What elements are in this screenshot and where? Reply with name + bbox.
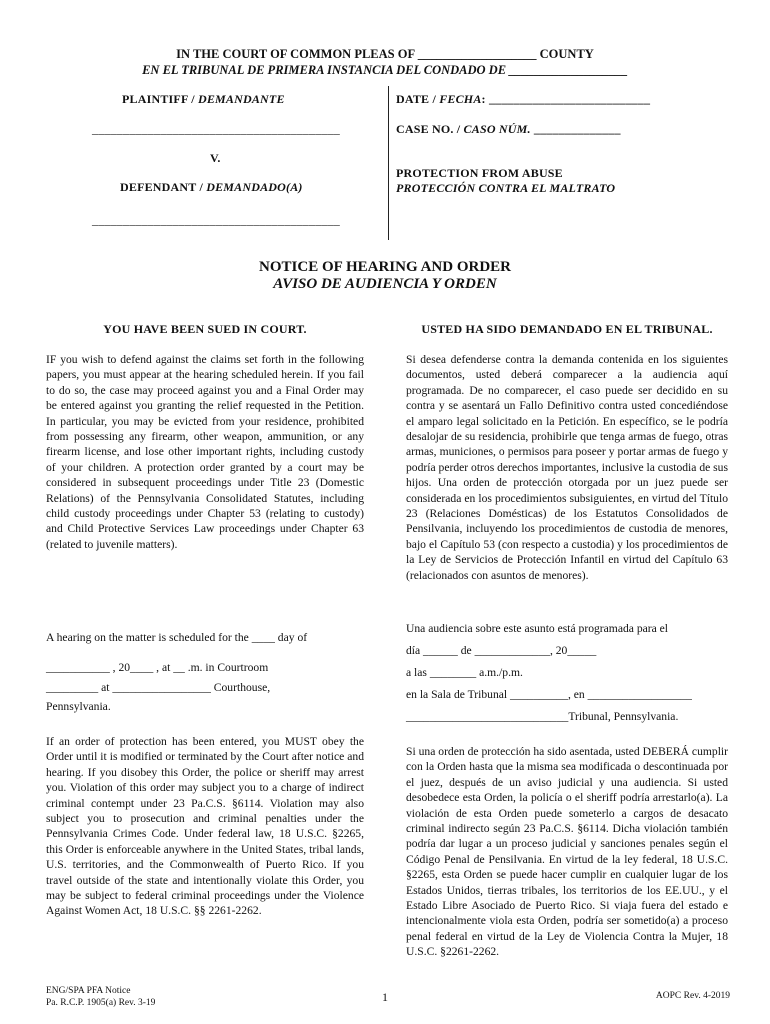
- hearing-time-line-en[interactable]: ___________ , 20____ , at __ .m. in Courtroom: [46, 661, 269, 674]
- footer-rule: Pa. R.C.P. 1905(a) Rev. 3-19: [46, 998, 156, 1008]
- order-paragraph-es: Si una orden de protección ha sido asentada, usted DEBERÁ cumplir con la Orden hasta que la misma sea modificada o descontinuada por el juez, después de un aviso judicial y una audiencia. Si usted desobedece esta Orden, la policía o el sheriff podría arrestarlo(a). La violación de esta Orden puede someterlo a cargos de desacato criminal indirecto según 23 Pa.C.S. §6114. Dicha violación también podría dar lugar a un proceso judicial y sanciones penales según el Código Penal de Pensilvania. En virtud de la ley federal, 18 U.S.C. §2265, esta Orden se puede hacer cumplir en cualquier lugar de los Estados Unidos, tierras tribales, los territorios de los EE.UU., y el Estado Libre Asociado de Puerto Rico. Si viaja fuera del estado e intencionalmente viola esta Orden, podría ser sometido(a) a proceso penal federal en virtud de la Ley de Violencia Contra la Mujer, 18 U.S.C. §2261-2262.: [406, 745, 728, 959]
- hearing-state-line-en: Pennsylvania.: [46, 700, 111, 713]
- notice-title-en: NOTICE OF HEARING AND ORDER: [259, 259, 511, 275]
- pfa-label-en: PROTECTION FROM ABUSE: [396, 166, 563, 180]
- hearing-date-line-es[interactable]: Una audiencia sobre este asunto está programada para el: [406, 622, 669, 635]
- defendant-name-line[interactable]: ________________________________________: [92, 213, 340, 227]
- hearing-date-line-en[interactable]: A hearing on the matter is scheduled for the ____ day of: [46, 631, 308, 644]
- order-paragraph-en: If an order of protection has been entered, you MUST obey the Order until it is modified or terminated by the Court after notice and hearing. If you disobey this Order, the police or sheriff may arrest you. Violation of this order may subject you to a charge of indirect criminal contempt under 23 Pa.C.S. §6114. Violation may also subject you to prosecution and criminal penalties under the Pennsylvania Crimes Code. Under federal law, 18 U.S.C. §2265, this Order is enforceable anywhere in the United States, tribal lands, U.S. territories, and the Commonwealth of Puerto Rico. If you travel outside of the state and intentionally violate this Order, you may be subject to federal criminal proceedings under the Violence Against Women Act, 18 U.S.C. §§ 2261-2262.: [46, 735, 364, 918]
- hearing-courthouse-line-es[interactable]: ____________________________Tribunal, Pennsylvania.: [406, 710, 679, 723]
- sued-heading-es: USTED HA SIDO DEMANDADO EN EL TRIBUNAL.: [421, 322, 713, 336]
- date-field[interactable]: DATE / FECHA: __________________________: [396, 92, 651, 106]
- pfa-label-es: PROTECCIÓN CONTRA EL MALTRATO: [396, 181, 616, 195]
- hearing-time-line-es[interactable]: a las ________ a.m./p.m.: [406, 666, 523, 679]
- court-heading-es: EN EL TRIBUNAL DE PRIMERA INSTANCIA DEL CONDADO DE ___________________: [142, 63, 628, 77]
- defendant-label: DEFENDANT / DEMANDADO(A): [120, 180, 303, 194]
- court-heading-en: IN THE COURT OF COMMON PLEAS OF ___________________ COUNTY: [176, 47, 594, 61]
- footer-revision: AOPC Rev. 4-2019: [655, 991, 730, 1001]
- plaintiff-name-line[interactable]: ________________________________________: [92, 122, 340, 136]
- notice-title-es: AVISO DE AUDIENCIA Y ORDEN: [273, 276, 497, 292]
- hearing-courtroom-line-en[interactable]: _________ at _________________ Courthouse,: [46, 681, 271, 694]
- page-number: 1: [382, 990, 388, 1004]
- versus-label: V.: [210, 151, 221, 165]
- hearing-day-line-es[interactable]: día ______ de _____________, 20_____: [406, 644, 597, 657]
- caption-divider: [388, 86, 389, 240]
- footer-form-name: ENG/SPA PFA Notice: [46, 986, 131, 996]
- warning-paragraph-es: Si desea defenderse contra la demanda contenida en los siguientes documentos, usted deberá comparecer a la audiencia aquí programada. De no comparecer, el caso puede ser decidido en su contra y se asentará un Fallo Definitivo contra usted concediéndose el amparo legal solicitado en la Petición. En específico, se le podría desalojar de su residencia, prohibirle que tenga armas de fuego, otras armas, municiones, o permisos para poseer y portar armas de fuego y podría perder otros derechos importantes, inclusive la custodia de sus hijos. Una orden de protección otorgada por un juez puede ser considerada en los procedimientos subsiguientes, en virtud del Título 23 (Relaciones Domésticas) de los Estatutos Consolidados de Pensilvania, incluyendo los procedimientos de custodia de menores, bajo el Capítulo 53 (con respecto a custodia) y los procedimientos de la Ley de Servicios de Protección Infantil en virtud del Capítulo 63 (relacionados con asuntos de menores).: [406, 353, 728, 582]
- hearing-courtroom-line-es[interactable]: en la Sala de Tribunal __________, en __________________: [406, 688, 692, 701]
- plaintiff-label: PLAINTIFF / DEMANDANTE: [122, 92, 285, 106]
- case-number-field[interactable]: CASE NO. / CASO NÚM. ______________: [396, 122, 621, 136]
- warning-paragraph-en: IF you wish to defend against the claims set forth in the following papers, you must appear at the hearing scheduled herein. If you fail to do so, the case may proceed against you and a Final Order may be entered against you granting the relief requested in the Petition. In particular, you may be evicted from your residence, prohibited from possessing any firearm, other weapon, ammunition, or any firearm license, and lose other important rights, including custody of your children. A protection order granted by a court may be considered in subsequent proceedings under Title 23 (Domestic Relations) of the Pennsylvania Consolidated Statutes, including child custody proceedings under Chapter 53 (relating to custody) and Child Protective Services Law proceedings under Chapter 63 (related to juvenile matters).: [46, 353, 364, 551]
- sued-heading-en: YOU HAVE BEEN SUED IN COURT.: [103, 322, 307, 336]
